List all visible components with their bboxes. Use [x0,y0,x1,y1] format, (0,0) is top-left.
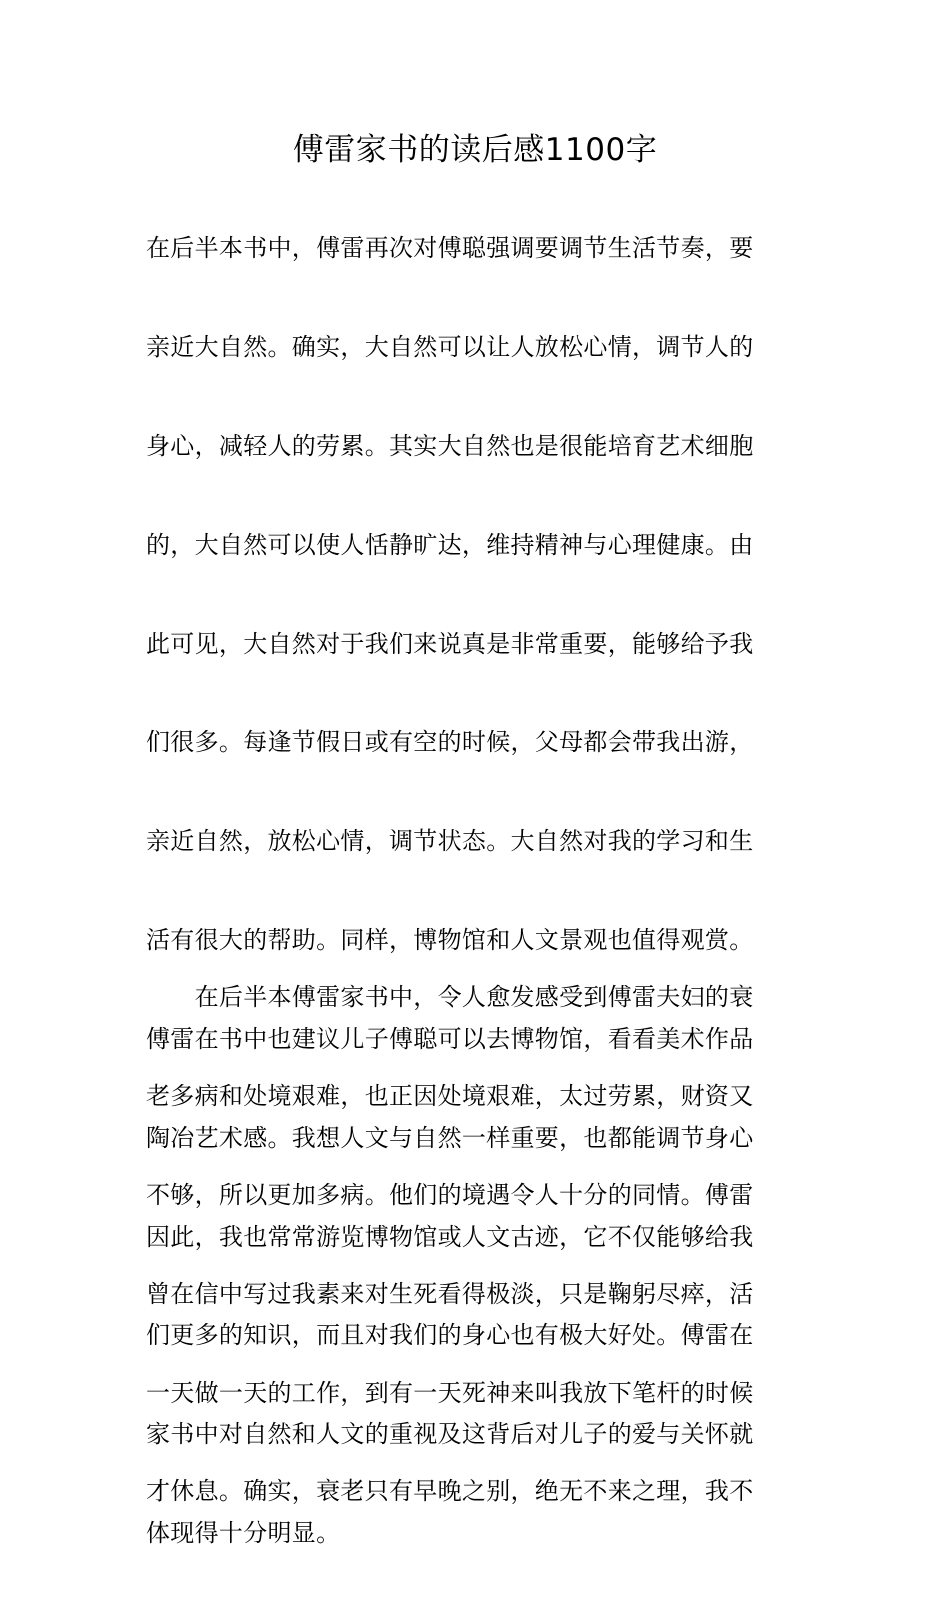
text-line: 在后半本书中，傅雷再次对傅聪强调要调节生活节奏，要 [146,234,754,263]
text-line: 一天做一天的工作，到有一天死神来叫我放下笔杆的时候 [146,1378,754,1407]
text-line: 陶冶艺术感。我想人文与自然一样重要，也都能调节身心 [146,1123,754,1152]
text-line: 身心，减轻人的劳累。其实大自然也是很能培育艺术细胞 [146,432,754,461]
text-line: 此可见，大自然对于我们来说真是非常重要，能够给予我 [146,629,754,658]
text-line: 体现得十分明显。 [146,1518,341,1547]
text-line: 才休息。确实，衰老只有早晚之别，绝无不来之理，我不 [146,1477,754,1506]
text-line: 亲近自然，放松心情，调节状态。大自然对我的学习和生 [146,827,754,856]
text-line: 不够，所以更加多病。他们的境遇令人十分的同情。傅雷 [146,1181,754,1210]
text-line: 们很多。每逢节假日或有空的时候，父母都会带我出游， [146,728,754,757]
text-line: 傅雷在书中也建议儿子傅聪可以去博物馆，看看美术作品 [146,1024,754,1053]
text-line: 们更多的知识，而且对我们的身心也有极大好处。傅雷在 [146,1321,754,1350]
text-line: 因此，我也常常游览博物馆或人文古迹，它不仅能够给我 [146,1222,754,1251]
text-line: 的，大自然可以使人恬静旷达，维持精神与心理健康。由 [146,530,754,559]
text-line: 老多病和处境艰难，也正因处境艰难，太过劳累，财资又 [146,1082,754,1111]
text-line: 在后半本傅雷家书中，令人愈发感受到傅雷夫妇的衰 [146,983,754,1012]
paragraph-2 [146,924,808,1566]
text-line: 曾在信中写过我素来对生死看得极淡，只是鞠躬尽瘁，活 [146,1279,754,1308]
text-line: 家书中对自然和人文的重视及这背后对儿子的爱与关怀就 [146,1420,754,1449]
document-title: 傅雷家书的读后感1100字 [292,132,658,168]
text-line: 活有很大的帮助。同样，博物馆和人文景观也值得观赏。 [146,926,754,955]
text-line: 亲近大自然。确实，大自然可以让人放松心情，调节人的 [146,333,754,362]
